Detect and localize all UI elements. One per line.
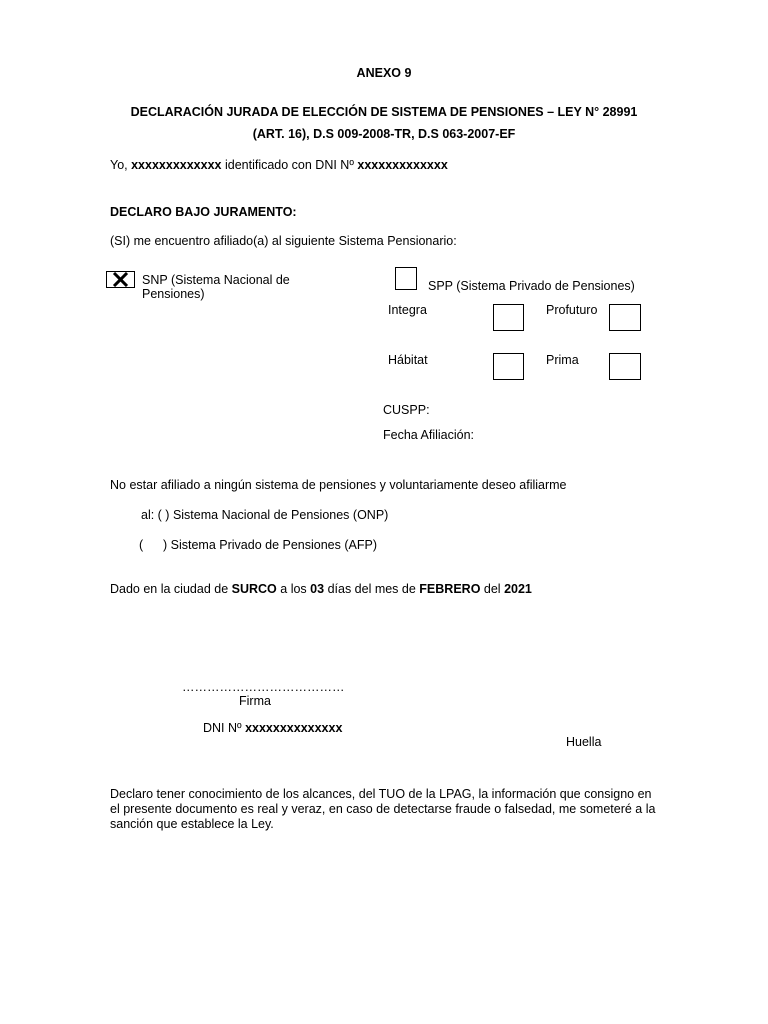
date-city[interactable]: SURCO — [231, 582, 277, 596]
not-affiliated-intro: No estar afiliado a ningún sistema de pensiones y voluntariamente deseo afiliarme — [110, 478, 567, 492]
profuturo-label: Profuturo — [546, 303, 598, 317]
signature-dni-value[interactable]: xxxxxxxxxxxxxx — [245, 721, 343, 735]
date-year[interactable]: 2021 — [504, 582, 532, 596]
signature-dni — [203, 721, 342, 735]
date-day[interactable]: 03 — [310, 582, 325, 596]
huella-label: Huella — [566, 735, 602, 749]
identity-dni[interactable]: xxxxxxxxxxxxx — [357, 158, 448, 172]
afp-option-paren[interactable]: ( — [139, 538, 144, 552]
identity-prefix: Yo, — [110, 158, 128, 172]
prima-checkbox[interactable] — [609, 353, 641, 380]
afp-option[interactable]: ) Sistema Privado de Pensiones (AFP) — [163, 538, 377, 552]
annex-title: ANEXO 9 — [356, 66, 412, 80]
spp-label: SPP (Sistema Privado de Pensiones) — [428, 279, 635, 293]
onp-option[interactable]: al: ( ) Sistema Nacional de Pensiones (ONP) — [141, 508, 389, 522]
document-title-line2: (ART. 16), D.S 009-2008-TR, D.S 063-2007-EF — [252, 127, 516, 141]
snp-label-line2: Pensiones) — [142, 287, 205, 301]
date-line — [110, 582, 532, 596]
integra-checkbox[interactable] — [493, 304, 524, 331]
snp-checkbox[interactable] — [106, 271, 135, 288]
firma-label: Firma — [239, 694, 271, 708]
signature-line[interactable]: ………………………………… — [182, 680, 345, 694]
habitat-checkbox[interactable] — [493, 353, 524, 380]
profuturo-checkbox[interactable] — [609, 304, 641, 331]
closing-paragraph — [110, 787, 690, 832]
identity-name[interactable]: xxxxxxxxxxxxx — [131, 158, 222, 172]
snp-label — [142, 273, 290, 301]
date-text1: Dado en la ciudad de — [110, 582, 229, 596]
integra-label: Integra — [388, 303, 427, 317]
identity-line — [110, 158, 448, 172]
closing-line1: Declaro tener conocimiento de los alcances, del TUO de la LPAG, la información que consigno en — [110, 787, 652, 801]
signature-dni-label: DNI Nº — [203, 721, 242, 735]
date-text3: días del mes de — [327, 582, 416, 596]
date-text4: del — [483, 582, 501, 596]
affiliated-line: (SI) me encuentro afiliado(a) al siguiente Sistema Pensionario: — [110, 234, 457, 248]
snp-label-line1: SNP (Sistema Nacional de — [142, 273, 290, 287]
spp-checkbox[interactable] — [395, 267, 417, 290]
closing-line2: el presente documento es real y veraz, en caso de detectarse fraude o falsedad, me someteré a la — [110, 802, 656, 816]
document-title-line1: DECLARACIÓN JURADA DE ELECCIÓN DE SISTEMA DE PENSIONES – LEY N° 28991 — [130, 105, 638, 119]
date-month[interactable]: FEBRERO — [419, 582, 481, 596]
date-text2: a los — [280, 582, 307, 596]
fecha-afiliacion-label: Fecha Afiliación: — [383, 428, 475, 442]
cuspp-label: CUSPP: — [383, 403, 430, 417]
prima-label: Prima — [546, 353, 579, 367]
x-mark-icon — [107, 272, 134, 287]
closing-line3: sanción que establece la Ley. — [110, 817, 274, 831]
identity-middle: identificado con DNI Nº — [224, 158, 354, 172]
habitat-label: Hábitat — [388, 353, 428, 367]
declaration-heading: DECLARO BAJO JURAMENTO: — [110, 205, 297, 219]
